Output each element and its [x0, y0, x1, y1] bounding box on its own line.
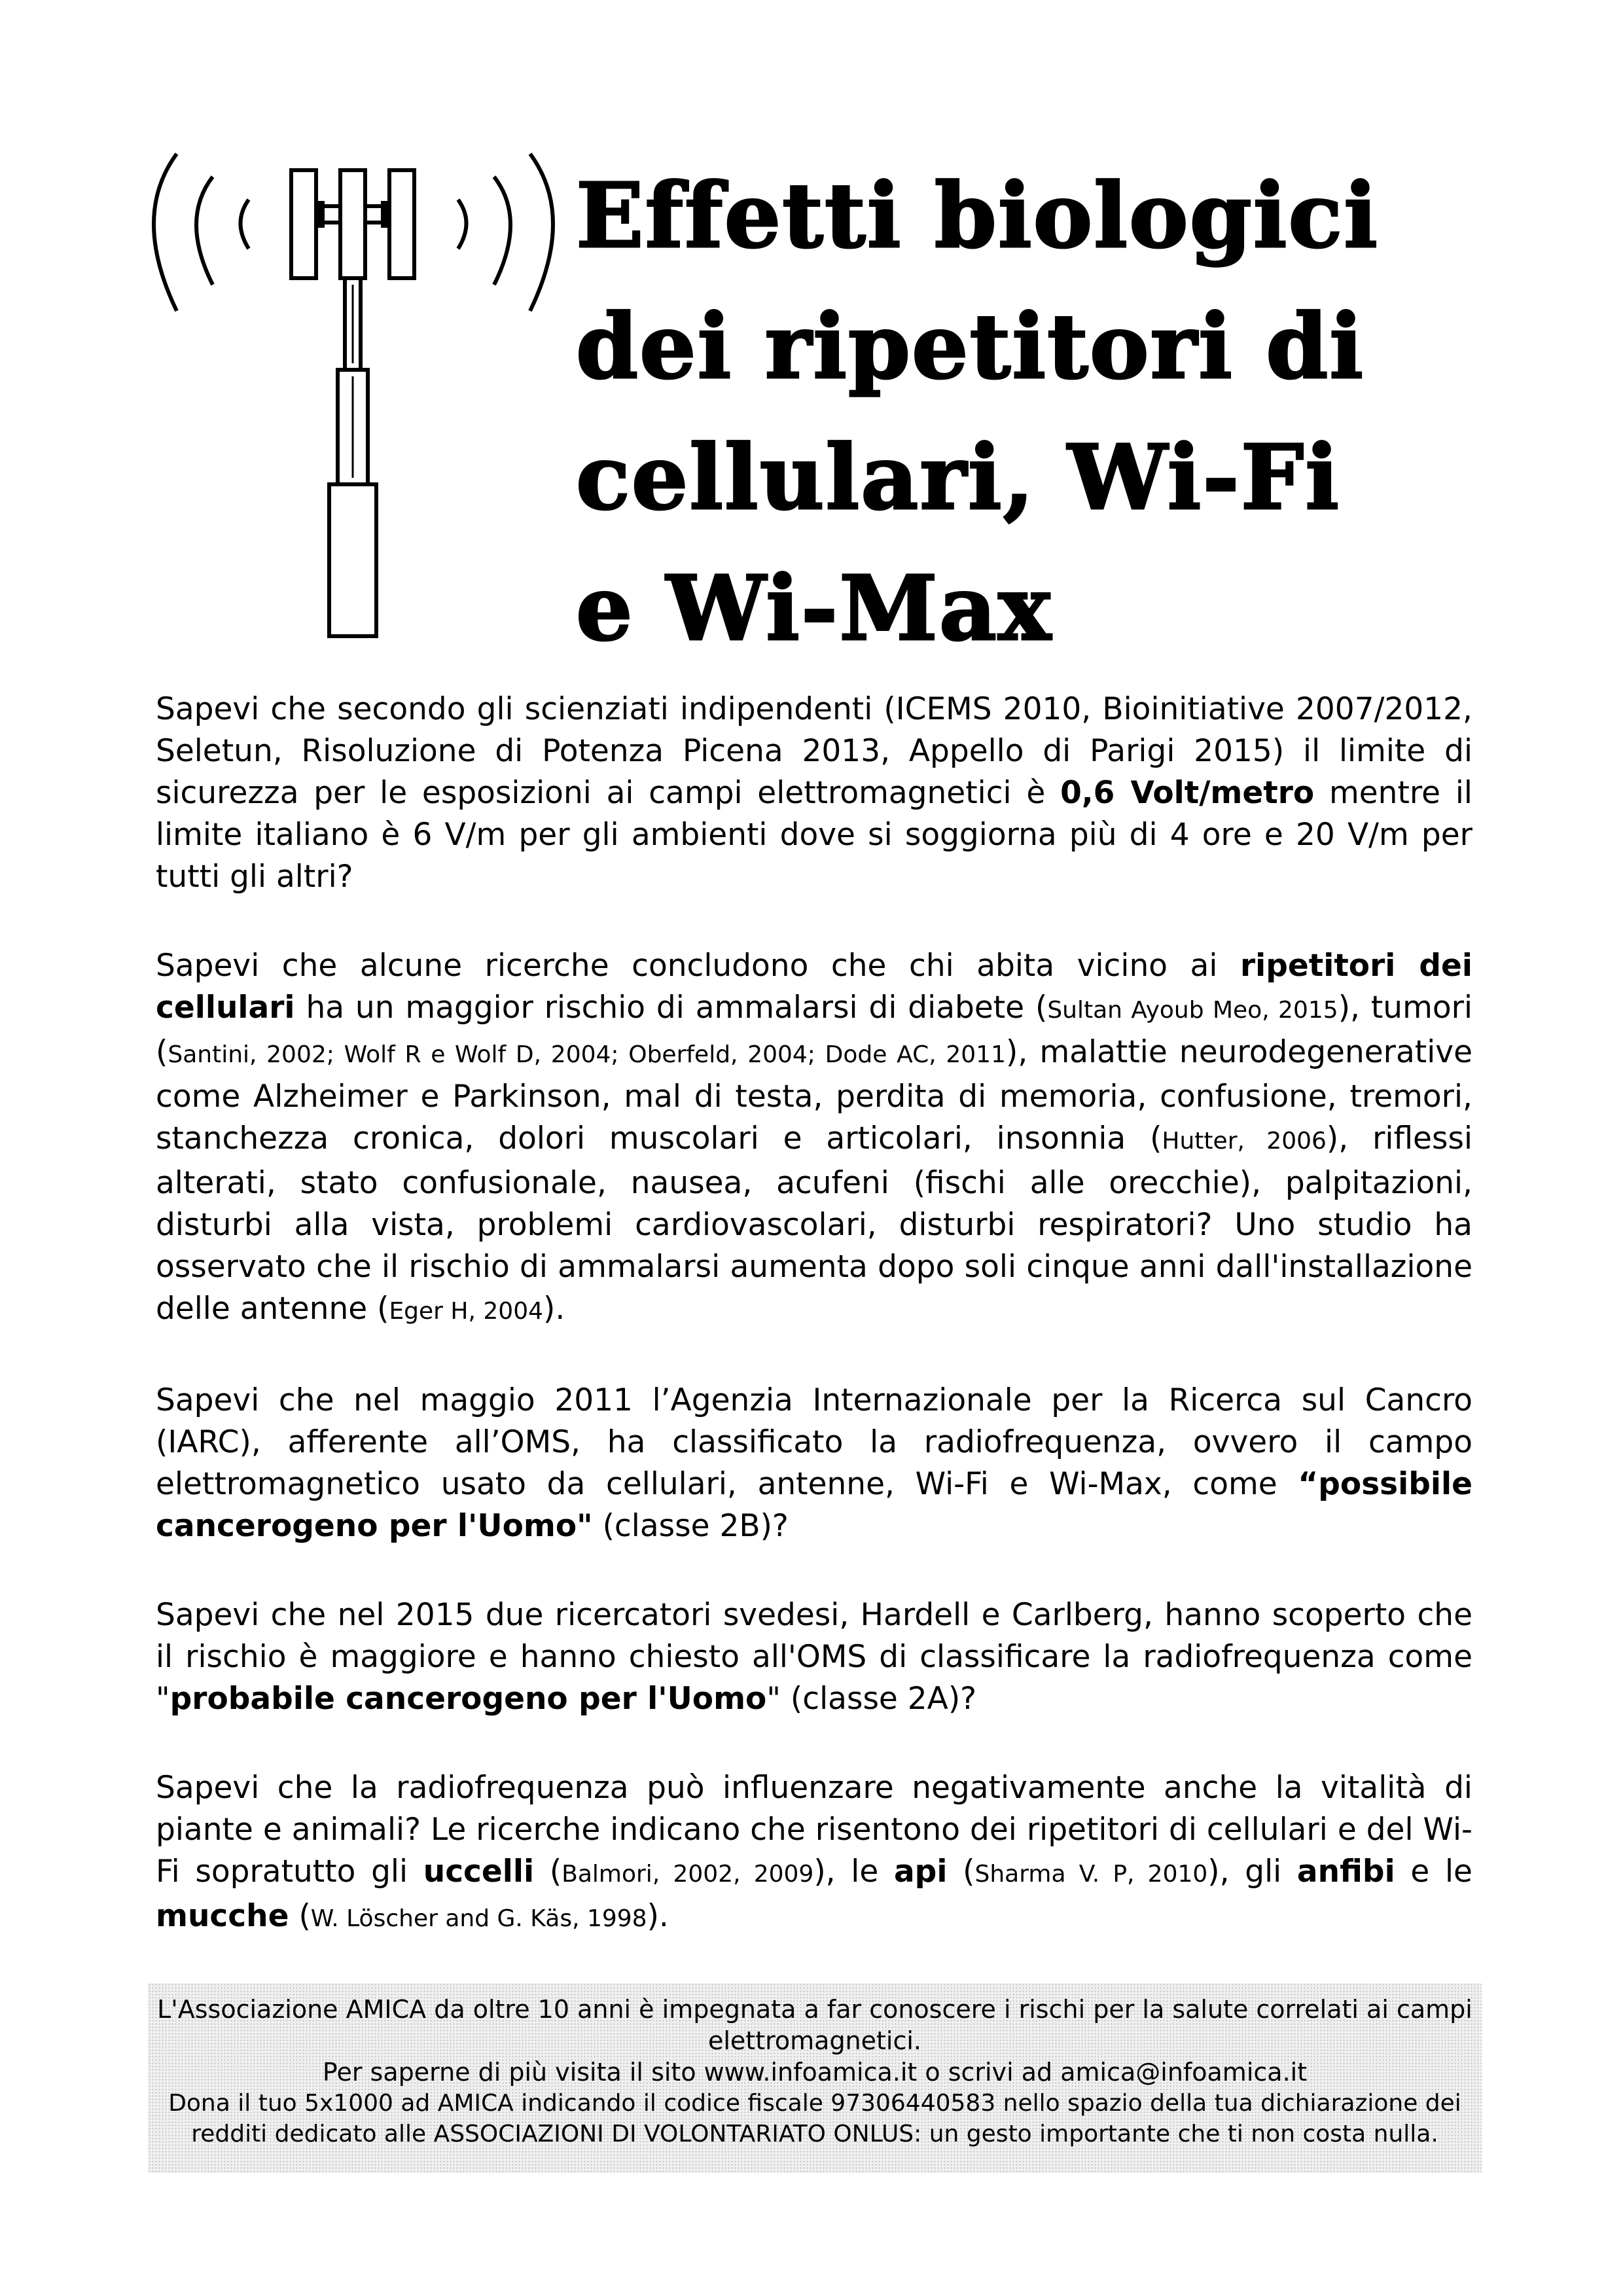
highlight: mucche — [156, 1898, 289, 1934]
signal-wave-right-outer — [530, 154, 553, 311]
paragraph-exposure-limit — [156, 689, 1472, 898]
mast-bottom-section — [329, 484, 376, 636]
text: ), riflessi alterati, stato confusionale, nausea, acufeni (fischi alle orecchie), palpitazioni, disturbi alla vista, problemi cardiovascolari, disturbi respiratori? Uno studio ha osservato che il rischio di ammalarsi aumenta dopo soli cinque anni dall'installazione delle antenne ( — [156, 1121, 1472, 1327]
highlight: “possibile cancerogeno per l'Uomo" — [156, 1466, 1472, 1544]
text: ha un maggior rischio di ammalarsi di diabete ( — [294, 990, 1048, 1026]
footer-contact-text: Per saperne di più visita il sito www.infoamica.it o scrivi ad amica@infoamica.it — [322, 2058, 1308, 2087]
citation: Sharma V. P, 2010 — [974, 1861, 1208, 1888]
text: ). — [543, 1291, 565, 1327]
footer-association-text: L'Associazione AMICA da oltre 10 anni è impegnata a far conoscere i rischi per la salute correlati ai campi elettromagnetici. — [157, 1995, 1472, 2055]
text: Sapevi che la radiofrequenza può influenzare negativamente anche la vitalità di piante e animali? Le ricerche indicano che risentono dei ripetitori di cellulari e del Wi-Fi sopratutto gli — [156, 1770, 1472, 1890]
signal-wave-left-middle — [196, 177, 213, 285]
paragraph-plants-animals — [156, 1767, 1472, 1940]
text: mentre il limite italiano è 6 V/m per gli ambienti dove si soggiorna più di 4 ore e 20 V/m per tutti gli altri? — [156, 775, 1472, 895]
text: ), malattie neurodegenerative come Alzheimer e Parkinson, mal di testa, perdita di memoria, confusione, tremori, stanchezza cronica, dolori muscolari e articolari, insonnia ( — [156, 1034, 1473, 1157]
title-line: cellulari, Wi-Fi — [576, 425, 1341, 530]
signal-wave-left-outer — [154, 154, 177, 311]
text: Sapevi che nel maggio 2011 l’Agenzia Internazionale per la Ricerca sul Cancro (IARC), afferente all’OMS, ha classificato la radiofrequenza, ovvero il campo elettromagnetico usato da cellulari, antenne, Wi-Fi e Wi-Max, come — [156, 1382, 1472, 1502]
text: " (classe 2A)? — [766, 1681, 977, 1717]
highlight: anfibi — [1296, 1854, 1395, 1890]
text: ), gli — [1207, 1854, 1297, 1890]
highlight: ripetitori dei cellulari — [156, 948, 1472, 1026]
signal-wave-left-inner — [241, 200, 249, 249]
highlight: probabile cancerogeno per l'Uomo — [169, 1681, 767, 1717]
text: ( — [289, 1898, 311, 1934]
antenna-panel-left — [291, 170, 316, 278]
text: Sapevi che nel 2015 due ricercatori svedesi, Hardell e Carlberg, hanno scoperto che il rischio è maggiore e hanno chiesto all'OMS di classificare la radiofrequenza come " — [156, 1597, 1472, 1717]
citation: Sultan Ayoub Meo, 2015 — [1047, 997, 1338, 1024]
citation: Eger H, 2004 — [389, 1298, 544, 1325]
footer-box — [148, 1983, 1482, 2173]
citation: Santini, 2002; Wolf R e Wolf D, 2004; Oberfeld, 2004; Dode AC, 2011 — [168, 1041, 1006, 1068]
citation: Balmori, 2002, 2009 — [562, 1861, 814, 1888]
text: e le — [1395, 1854, 1472, 1890]
highlight: uccelli — [423, 1854, 535, 1890]
highlight: 0,6 Volt/metro — [1060, 775, 1315, 811]
paragraph-health-risks — [156, 945, 1472, 1333]
paragraph-iarc-classification — [156, 1380, 1472, 1547]
antenna-panel-center — [340, 170, 365, 278]
page-title — [576, 151, 1597, 674]
signal-wave-right-inner — [458, 200, 467, 249]
signal-wave-right-middle — [494, 177, 510, 285]
text: ( — [534, 1854, 562, 1890]
header — [0, 0, 1623, 661]
text: ( — [947, 1854, 975, 1890]
main-content — [156, 689, 1472, 1987]
text: ), tumori ( — [156, 990, 1473, 1070]
citation: W. Löscher and G. Käs, 1998 — [310, 1905, 647, 1932]
title-line: Effetti biologici — [576, 164, 1379, 268]
text: ). — [647, 1898, 669, 1934]
antenna-panel-right — [389, 170, 414, 278]
text: (classe 2B)? — [592, 1508, 789, 1544]
paragraph-hardell-carlberg — [156, 1594, 1472, 1720]
title-line: e Wi-Max — [576, 556, 1053, 661]
text: ), le — [813, 1854, 894, 1890]
highlight: api — [893, 1854, 948, 1890]
title-line: dei ripetitori di — [576, 295, 1365, 399]
cell-tower-antenna-icon — [144, 144, 563, 641]
text: Sapevi che alcune ricerche concludono che chi abita vicino ai — [156, 948, 1240, 984]
text: Sapevi che secondo gli scienziati indipendenti (ICEMS 2010, Bioinitiative 2007/2012, Seletun, Risoluzione di Potenza Picena 2013, Appello di Parigi 2015) il limite di sicurezza per le esposizioni ai campi elettromagnetici è — [156, 691, 1472, 811]
footer-donation-text: Dona il tuo 5x1000 ad AMICA indicando il codice fiscale 97306440583 nello spazio della tua dichiarazione dei redditi dedicato alle ASSOCIAZIONI DI VOLONTARIATO ONLUS: un gesto importante che ti non costa nulla. — [168, 2090, 1461, 2147]
citation: Hutter, 2006 — [1162, 1128, 1327, 1155]
